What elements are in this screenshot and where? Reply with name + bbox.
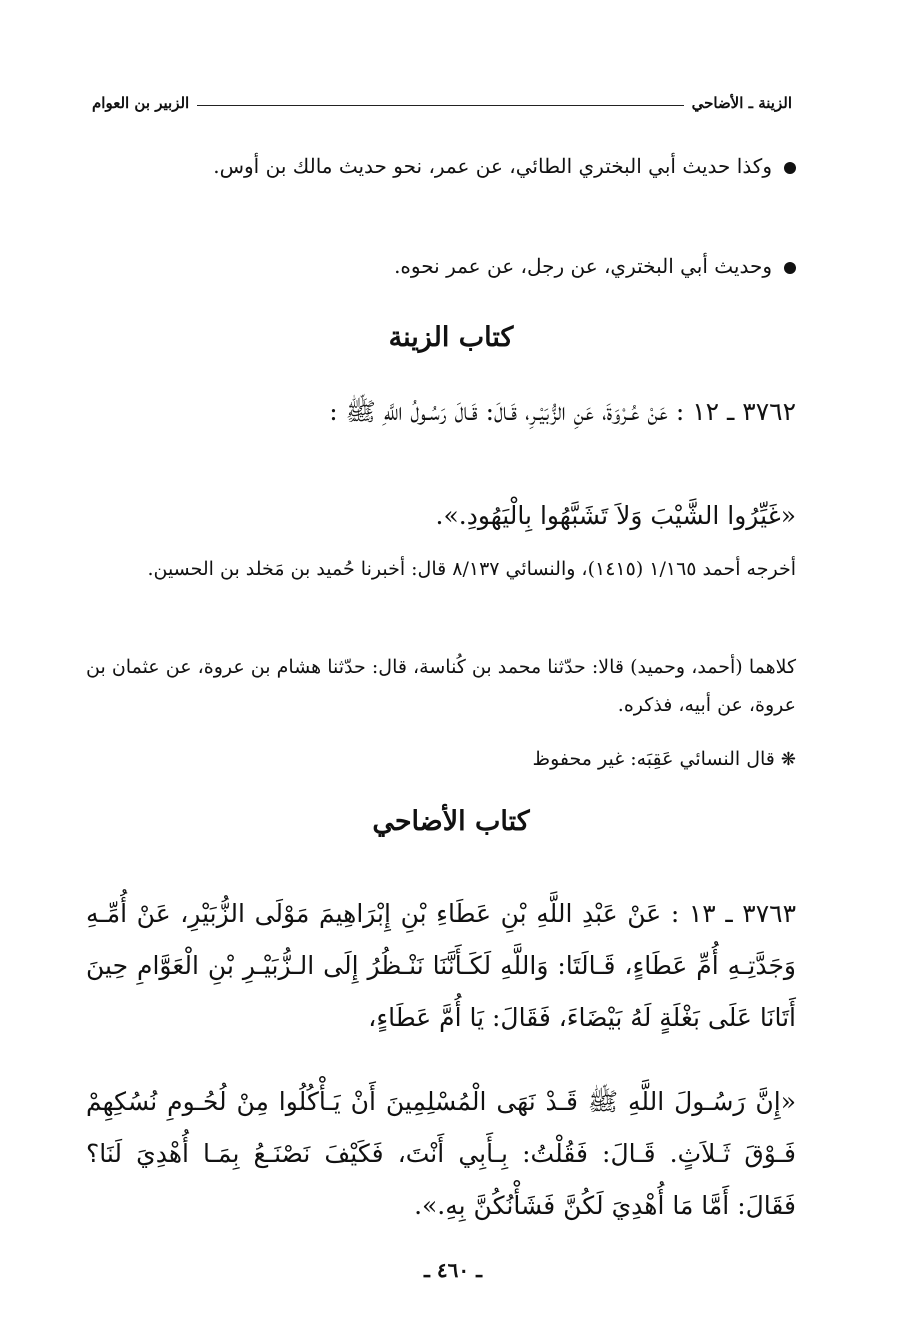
- nasai-remark-text: قال النسائي عَقِبَه: غير محفوظ: [532, 748, 775, 770]
- hadith-3763-chain: ٣٧٦٣ ـ ١٣ : عَنْ عَبْدِ اللَّهِ بْنِ عَطَاءِ بْنِ إِبْرَاهِيمَ مَوْلَى الزُّبَيْرِ، عَنْ أُمِّـهِ وَجَدَّتِـهِ أُمِّ عَطَاءٍ، قَـالَتَا: وَاللَّهِ لَكَـأَنَّنَا نَنْـظُرُ إِلَى الـزُّبَيْـرِ بْنِ الْعَوَّامِ حِينَ أَتَانَا عَلَى بَغْلَةٍ لَهُ بَيْضَاءَ، فَقَالَ: يَا أُمَّ عَطَاءٍ،: [86, 899, 796, 1032]
- page-number: ـ ٤٦٠ ـ: [424, 1258, 482, 1282]
- bullet-icon: [784, 262, 796, 274]
- bullet-text-1: وكذا حديث أبي البختري الطائي، عن عمر، نحو حديث مالك بن أوس.: [213, 154, 772, 178]
- takhrij-paragraph-1: أخرجه أحمد ١/١٦٥ (١٤١٥)، والنسائي ٨/١٣٧ قال: أخبرنا حُميد بن مَخلد بن الحسين.: [147, 558, 796, 580]
- takhrij-paragraph-2: كلاهما (أحمد، وحميد) قالا: حدّثنا محمد بن كُناسة، قال: حدّثنا هشام بن عروة، عن عثمان بن عروة، عن أبيه، فذكره.: [86, 656, 796, 716]
- asterism-icon: ❋: [780, 749, 796, 770]
- header-chapter-title: الزبير بن العوام: [92, 94, 190, 112]
- section-heading-adahi: كتاب الأضاحي: [372, 806, 530, 837]
- bullet-paragraph-2: [86, 244, 796, 288]
- hadith-3762-text: «غَيِّرُوا الشَّيْبَ وَلاَ تَشَبَّهُوا بِالْيَهُودِ.».: [435, 501, 796, 530]
- bullet-icon: [784, 162, 796, 174]
- header-section-title: الزينة ـ الأضاحي: [691, 94, 792, 112]
- section-heading-zina: كتاب الزينة: [388, 322, 514, 353]
- hadith-3763-text: «إِنَّ رَسُـولَ اللَّهِ ﷺ قَـدْ نَهَى الْمُسْلِمِينَ أَنْ يَـأْكُلُوا مِنْ لُحُـومِ نُسُكِهِمْ فَـوْقَ ثَـلاَثٍ. قَـالَ: فَقُلْتُ: بِـأَبِي أَنْتَ، فَكَيْفَ نَصْنَـعُ بِمَـا أُهْدِيَ لَنَا؟ فَقَالَ: أَمَّا مَا أُهْدِيَ لَكُنَّ فَشَأْنُكُنَّ بِهِ.».: [86, 1087, 796, 1220]
- nasai-remark: [86, 740, 796, 779]
- bullet-paragraph-1: [86, 144, 796, 188]
- hadith-3762-chain: ٣٧٦٢ ـ ١٢ : عَنْ عُـرْوَةَ، عَنِ الزُّبَيْـرِ، قَـالَ: قَـالَ رَسُـولُ اللَّهِ ﷺ :: [329, 397, 796, 426]
- running-header: [92, 88, 792, 118]
- header-rule: [197, 105, 683, 106]
- bullet-text-2: وحديث أبي البختري، عن رجل، عن عمر نحوه.: [394, 254, 772, 278]
